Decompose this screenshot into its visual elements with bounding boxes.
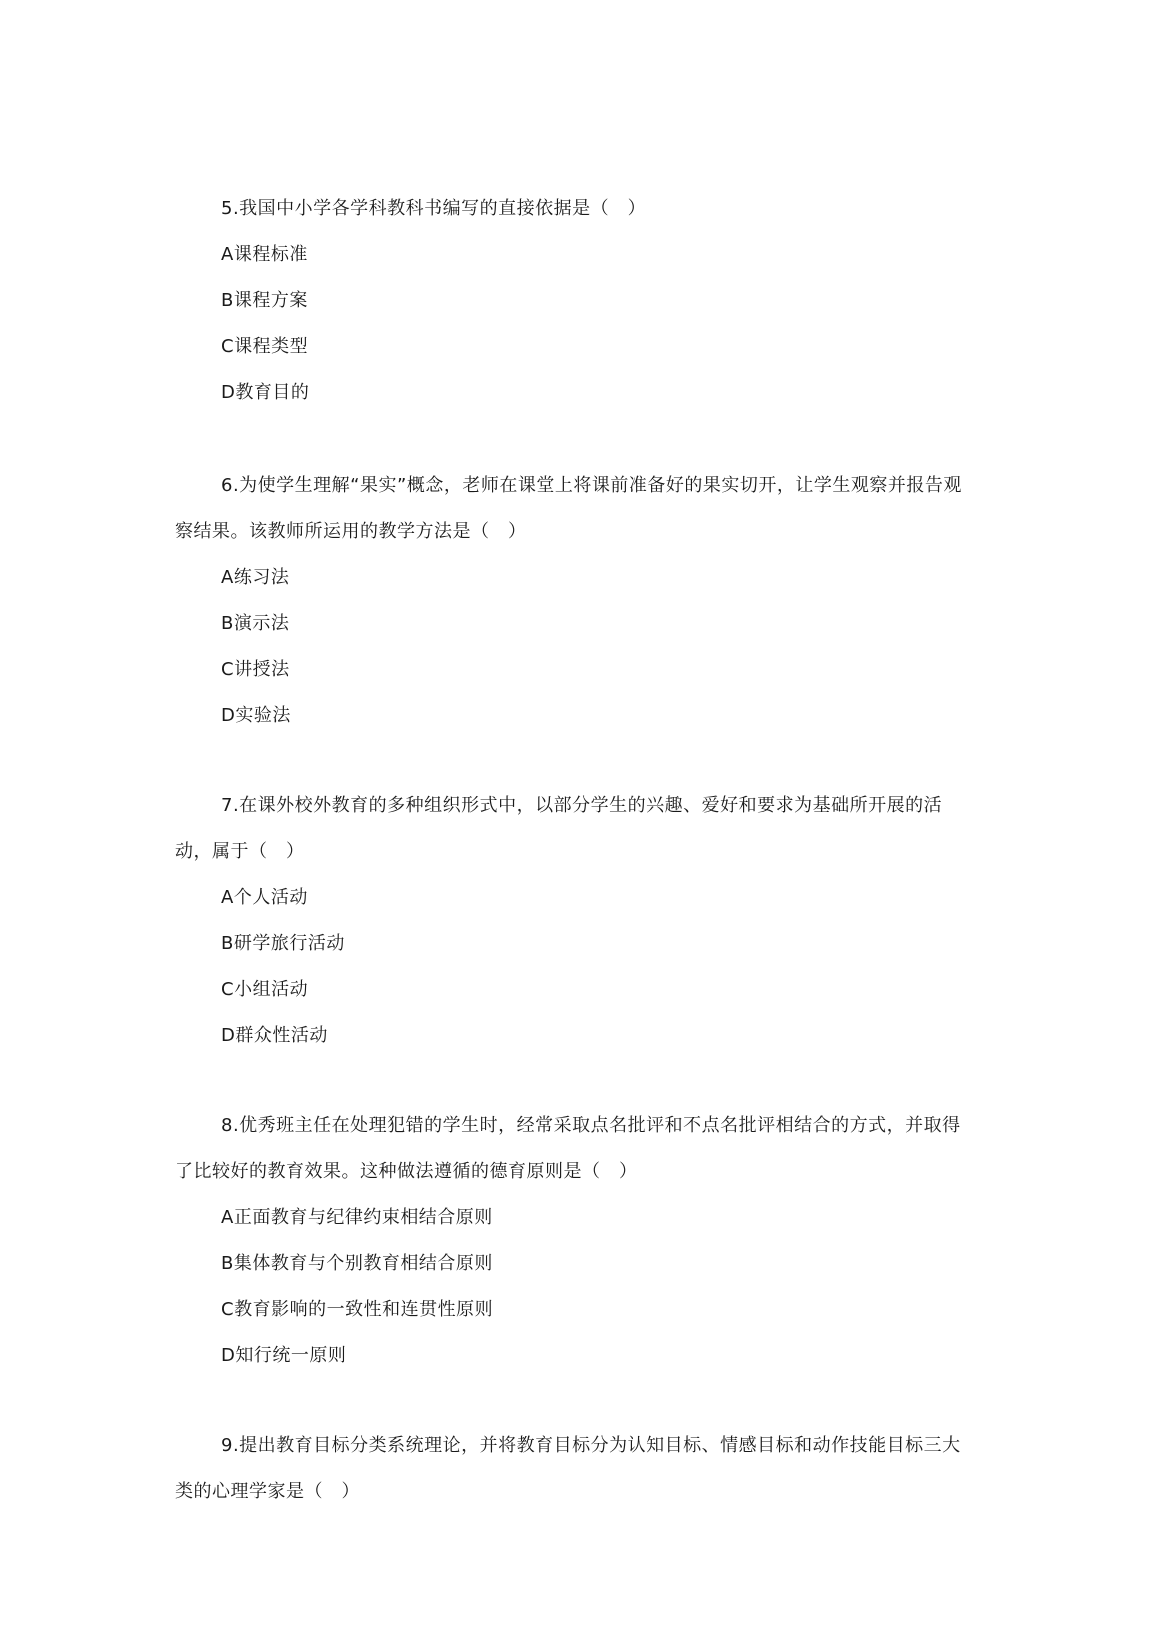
question-9 — [175, 1423, 975, 1515]
question-5 — [175, 186, 975, 416]
question-7 — [175, 783, 975, 1059]
question-stem: 9.提出教育目标分类系统理论，并将教育目标分为认知目标、情感目标和动作技能目标三大类的心理学家是（ ） — [175, 1435, 961, 1502]
option-a: A个人活动 — [221, 887, 308, 908]
question-stem: 7.在课外校外教育的多种组织形式中，以部分学生的兴趣、爱好和要求为基础所开展的活动，属于（ ） — [175, 795, 943, 862]
option-b: B研学旅行活动 — [221, 933, 345, 954]
question-stem: 8.优秀班主任在处理犯错的学生时，经常采取点名批评和不点名批评相结合的方式，并取得了比较好的教育效果。这种做法遵循的德育原则是（ ） — [175, 1115, 961, 1182]
option-b: B课程方案 — [221, 290, 308, 311]
option-d: D教育目的 — [221, 382, 310, 403]
question-6 — [175, 463, 975, 739]
option-c: C讲授法 — [221, 659, 290, 680]
question-stem: 5.我国中小学各学科教科书编写的直接依据是（ ） — [221, 198, 647, 219]
question-stem: 6.为使学生理解“果实”概念，老师在课堂上将课前准备好的果实切开，让学生观察并报告观察结果。该教师所运用的教学方法是（ ） — [175, 475, 962, 542]
option-b: B集体教育与个别教育相结合原则 — [221, 1253, 493, 1274]
option-c: C课程类型 — [221, 336, 309, 357]
option-a: A练习法 — [221, 567, 290, 588]
question-8 — [175, 1103, 975, 1379]
option-c: C小组活动 — [221, 979, 309, 1000]
option-b: B演示法 — [221, 613, 290, 634]
option-a: A课程标准 — [221, 244, 308, 265]
option-d: D实验法 — [221, 705, 291, 726]
option-c: C教育影响的一致性和连贯性原则 — [221, 1299, 494, 1320]
option-d: D知行统一原则 — [221, 1345, 347, 1366]
option-a: A正面教育与纪律约束相结合原则 — [221, 1207, 493, 1228]
option-d: D群众性活动 — [221, 1025, 328, 1046]
